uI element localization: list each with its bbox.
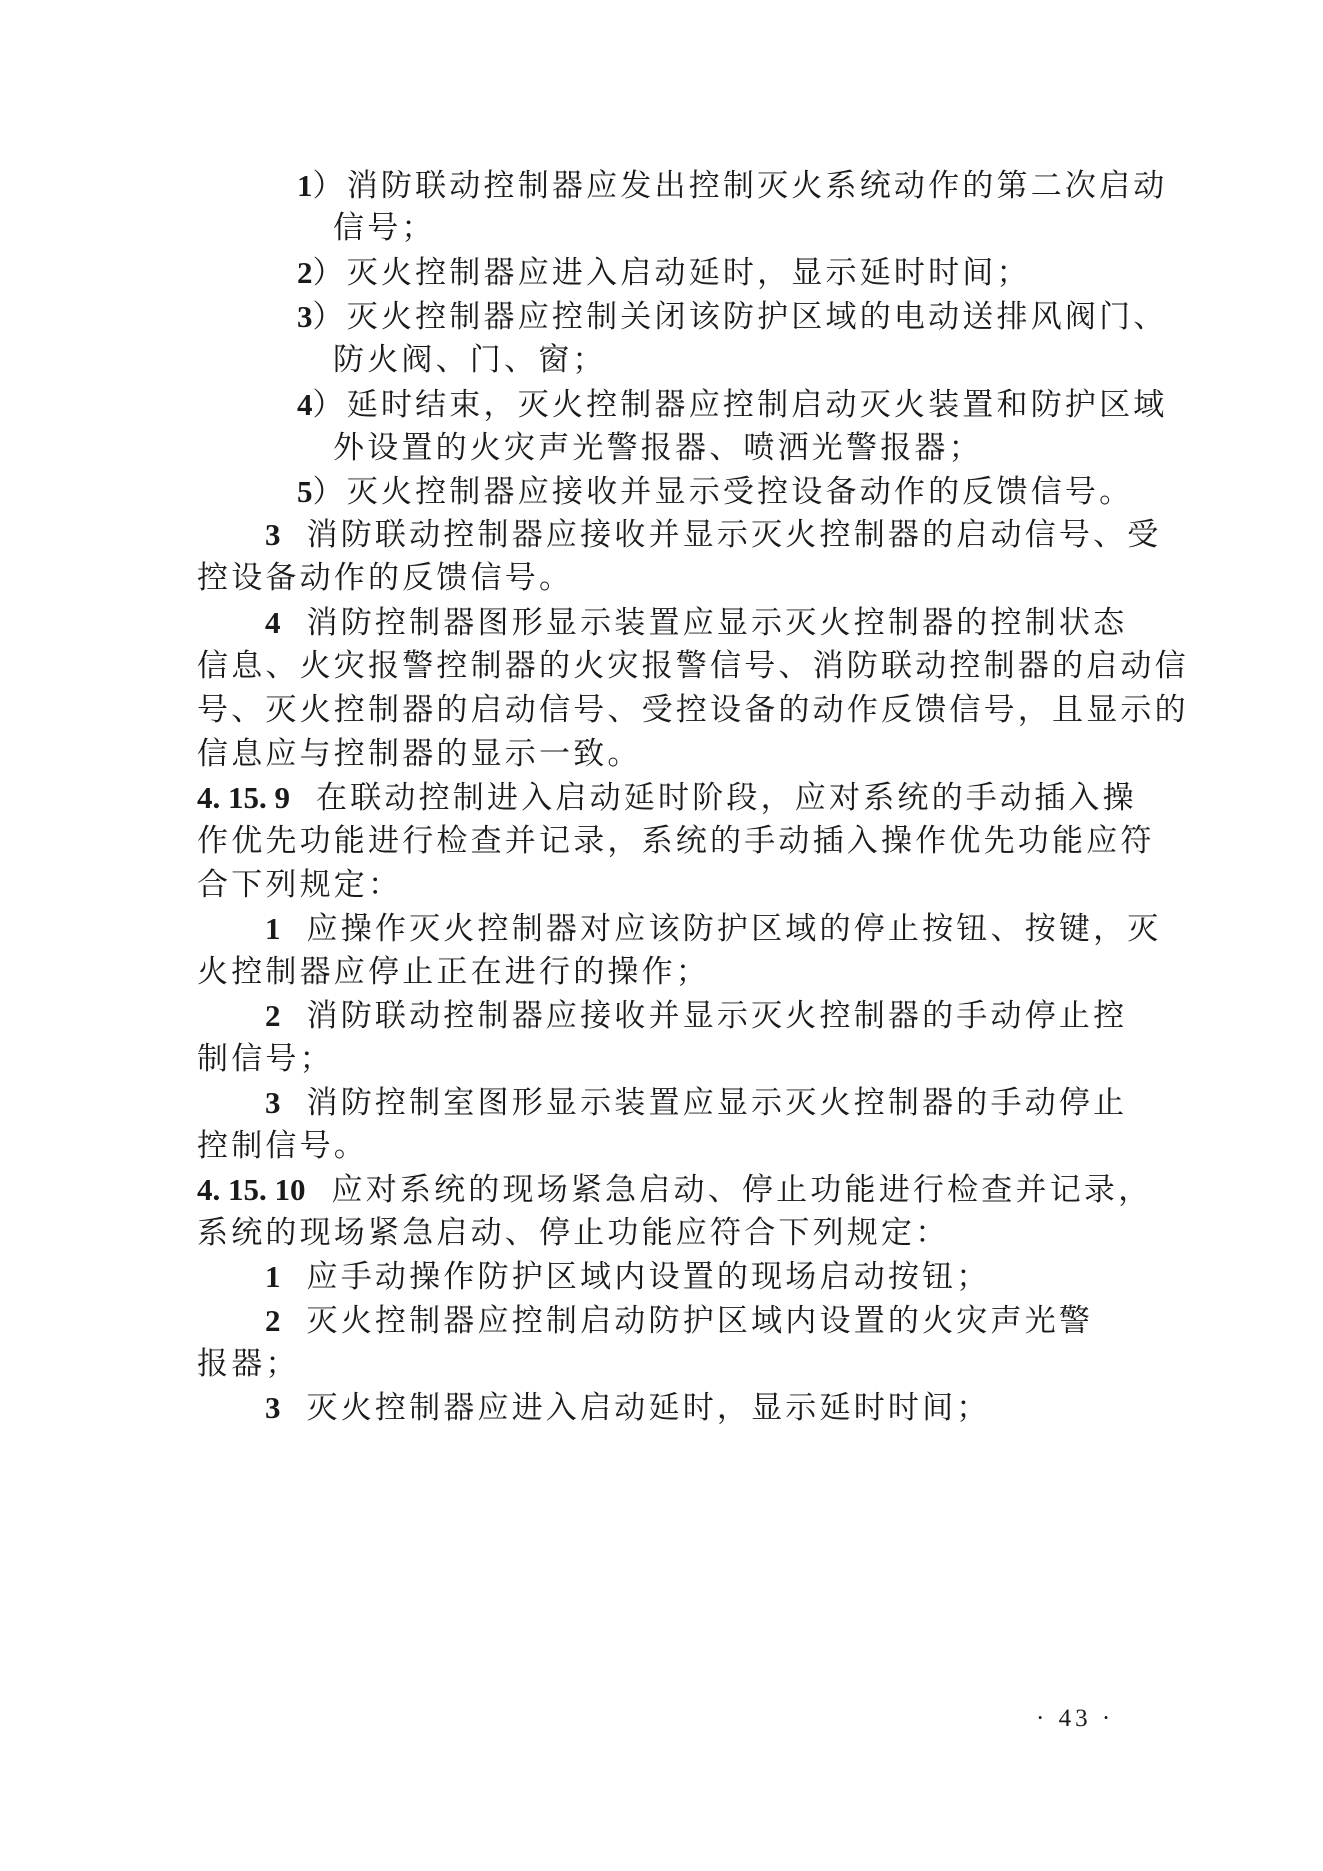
paragraph-number: 3 [265, 1085, 281, 1120]
item-text: ）消防联动控制器应发出控制灭火系统动作的第二次启动 [312, 168, 1168, 204]
item-text: ）灭火控制器应进入启动延时，显示延时时间； [312, 255, 1031, 291]
paragraph-continuation: 火控制器应停止正在进行的操作； [197, 954, 710, 990]
paragraph-continuation: 信息、火灾报警控制器的火灾报警信号、消防联动控制器的启动信 [197, 648, 1189, 684]
list-item-continuation: 外设置的火灾声光警报器、喷洒光警报器； [333, 430, 983, 466]
paragraph-number: 1 [265, 911, 281, 946]
paragraph-number: 4 [265, 605, 281, 640]
paragraph-number: 2 [265, 998, 281, 1033]
paragraph-continuation: 信息应与控制器的显示一致。 [197, 736, 642, 772]
paragraph-continuation: 控设备动作的反馈信号。 [197, 560, 574, 596]
clause-text: 应对系统的现场紧急启动、停止功能进行检查并记录， [331, 1172, 1153, 1208]
clause-text: 在联动控制进入启动延时阶段，应对系统的手动插入操 [316, 780, 1137, 816]
list-item-continuation: 防火阀、门、窗； [333, 342, 607, 378]
item-text: ）灭火控制器应接收并显示受控设备动作的反馈信号。 [312, 474, 1134, 510]
clause-heading [197, 778, 1137, 818]
item-number: 4 [297, 387, 313, 422]
item-number: 3 [297, 299, 313, 334]
clause-number: 4. 15. 10 [197, 1172, 306, 1207]
paragraph-text: 消防联动控制器应接收并显示灭火控制器的手动停止控 [306, 998, 1128, 1034]
paragraph-text: 应手动操作防护区域内设置的现场启动按钮； [306, 1259, 991, 1295]
paragraph [265, 515, 1162, 555]
list-item [297, 297, 1168, 337]
paragraph [265, 1083, 1127, 1123]
paragraph-text: 消防联动控制器应接收并显示灭火控制器的启动信号、受 [306, 517, 1162, 553]
item-text: ）延时结束，灭火控制器应控制启动灭火装置和防护区域 [312, 387, 1168, 423]
paragraph-continuation: 报器； [197, 1346, 300, 1382]
clause-heading [197, 1170, 1152, 1210]
paragraph [265, 603, 1127, 643]
paragraph-text: 灭火控制器应控制启动防护区域内设置的火灾声光警 [306, 1303, 1094, 1339]
list-item [297, 472, 1133, 512]
paragraph-number: 3 [265, 517, 281, 552]
item-number: 1 [297, 168, 313, 203]
paragraph [265, 996, 1127, 1036]
paragraph [265, 909, 1162, 949]
paragraph-text: 应操作灭火控制器对应该防护区域的停止按钮、按键，灭 [306, 911, 1162, 947]
list-item [297, 253, 1031, 293]
clause-continuation: 作优先功能进行检查并记录，系统的手动插入操作优先功能应符 [197, 823, 1155, 859]
paragraph-number: 1 [265, 1259, 281, 1294]
paragraph-continuation: 控制信号。 [197, 1128, 368, 1164]
item-text: ）灭火控制器应控制关闭该防护区域的电动送排风阀门、 [312, 299, 1168, 335]
clause-continuation: 系统的现场紧急启动、停止功能应符合下列规定： [197, 1215, 950, 1251]
paragraph-text: 灭火控制器应进入启动延时，显示延时时间； [306, 1390, 991, 1426]
paragraph [265, 1257, 991, 1297]
paragraph-continuation: 号、灭火控制器的启动信号、受控设备的动作反馈信号，且显示的 [197, 692, 1189, 728]
list-item-continuation: 信号； [333, 210, 436, 246]
item-number: 2 [297, 255, 313, 290]
paragraph-number: 3 [265, 1390, 281, 1425]
page-number: · 43 · [1036, 1705, 1115, 1732]
clause-continuation: 合下列规定： [197, 867, 403, 903]
item-number: 5 [297, 474, 313, 509]
list-item [297, 385, 1168, 425]
paragraph-continuation: 制信号； [197, 1041, 334, 1077]
clause-number: 4. 15. 9 [197, 780, 290, 815]
paragraph-text: 消防控制器图形显示装置应显示灭火控制器的控制状态 [306, 605, 1128, 641]
paragraph-number: 2 [265, 1303, 281, 1338]
paragraph [265, 1301, 1093, 1341]
list-item [297, 166, 1168, 206]
paragraph [265, 1388, 991, 1428]
paragraph-text: 消防控制室图形显示装置应显示灭火控制器的手动停止 [306, 1085, 1128, 1121]
